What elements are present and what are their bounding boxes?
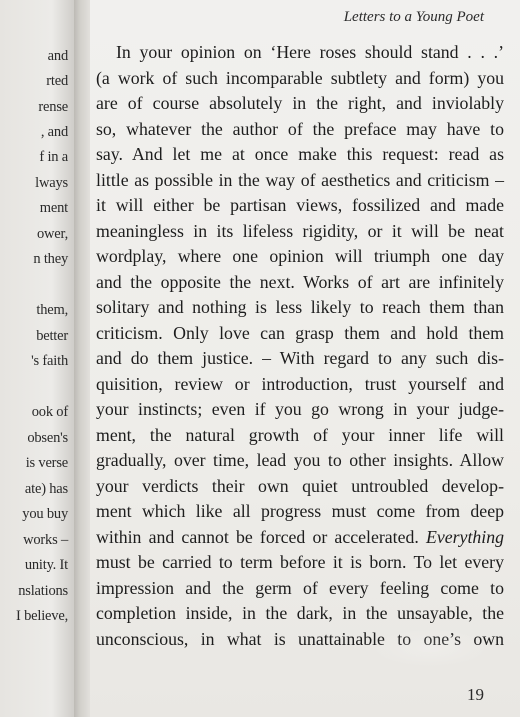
body-line-text: within and cannot be forced or accelerated. (96, 526, 419, 547)
left-line: them, (36, 302, 68, 318)
left-line: and (47, 48, 68, 64)
body-line-with-italic (96, 527, 504, 548)
left-line: ower, (36, 226, 68, 242)
left-line: obsen's (27, 430, 68, 446)
left-line: ment (39, 200, 68, 216)
left-line: unity. It (24, 557, 68, 573)
body-line: wordplay, where one opinion will triumph one day (96, 246, 504, 266)
left-line: I believe, (16, 608, 68, 624)
body-line: gradually, over time, lead you to other insights. Allow (96, 450, 504, 470)
body-line: quisition, review or introduction, trust yourself and (96, 373, 504, 394)
page-number: 19 (467, 685, 484, 704)
left-line: lways (35, 175, 68, 191)
left-line: 's faith (31, 353, 68, 369)
book-gutter (74, 0, 90, 717)
left-line: nslations (18, 583, 68, 599)
left-line: works – (23, 532, 68, 548)
italic-word: Everything (425, 526, 504, 547)
running-head: Letters to a Young Poet (343, 9, 484, 25)
body-line: it will either be partisan views, fossilized and made (96, 195, 504, 215)
body-line: (a work of such incomparable subtlety and form) you (96, 67, 504, 88)
left-line: ate) has (24, 481, 68, 497)
left-line: rense (38, 99, 68, 115)
body-line: completion inside, in the dark, in the unsayable, the (96, 603, 504, 623)
body-line: unconscious, in what is unattainable to one’s own (96, 628, 504, 649)
body-line: criticism. Only love can grasp them and hold them (96, 322, 504, 343)
body-line: solitary and nothing is less likely to reach them than (96, 297, 504, 317)
left-line: n they (33, 251, 68, 267)
body-line: so, whatever the author of the preface may have to (96, 118, 504, 139)
body-line: must be carried to term before it is born. To let every (96, 552, 504, 572)
body-line: are of course absolutely in the right, and inviolably (96, 93, 504, 113)
left-line: you buy (22, 506, 68, 522)
body-line: In your opinion on ‘Here roses should stand . . .’ (116, 42, 504, 62)
left-line: f in a (39, 149, 68, 165)
body-line: your instincts; even if you go wrong in your judge- (96, 399, 504, 419)
left-line: is verse (25, 455, 68, 471)
left-line: , and (40, 124, 68, 140)
body-line: ment, the natural growth of your inner life will (96, 424, 504, 445)
body-line: say. And let me at once make this request: read as (96, 144, 504, 164)
left-page-text (0, 0, 74, 717)
left-line: ook of (31, 404, 68, 420)
body-line: meaningless in its lifeless rigidity, or it will be neat (96, 220, 504, 241)
body-line: and do them justice. – With regard to any such dis- (96, 348, 504, 368)
body-line: impression and the germ of every feeling come to (96, 577, 504, 598)
body-line: ment which like all progress must come from deep (96, 501, 504, 521)
left-line: better (36, 328, 68, 344)
watermark-logo (370, 628, 490, 668)
body-line: little as possible in the way of aesthetics and criticism – (96, 169, 504, 190)
body-line: and the opposite the next. Works of art are infinitely (96, 271, 504, 292)
left-line: rted (46, 73, 68, 89)
body-line: your verdicts their own quiet untroubled develop- (96, 475, 504, 496)
